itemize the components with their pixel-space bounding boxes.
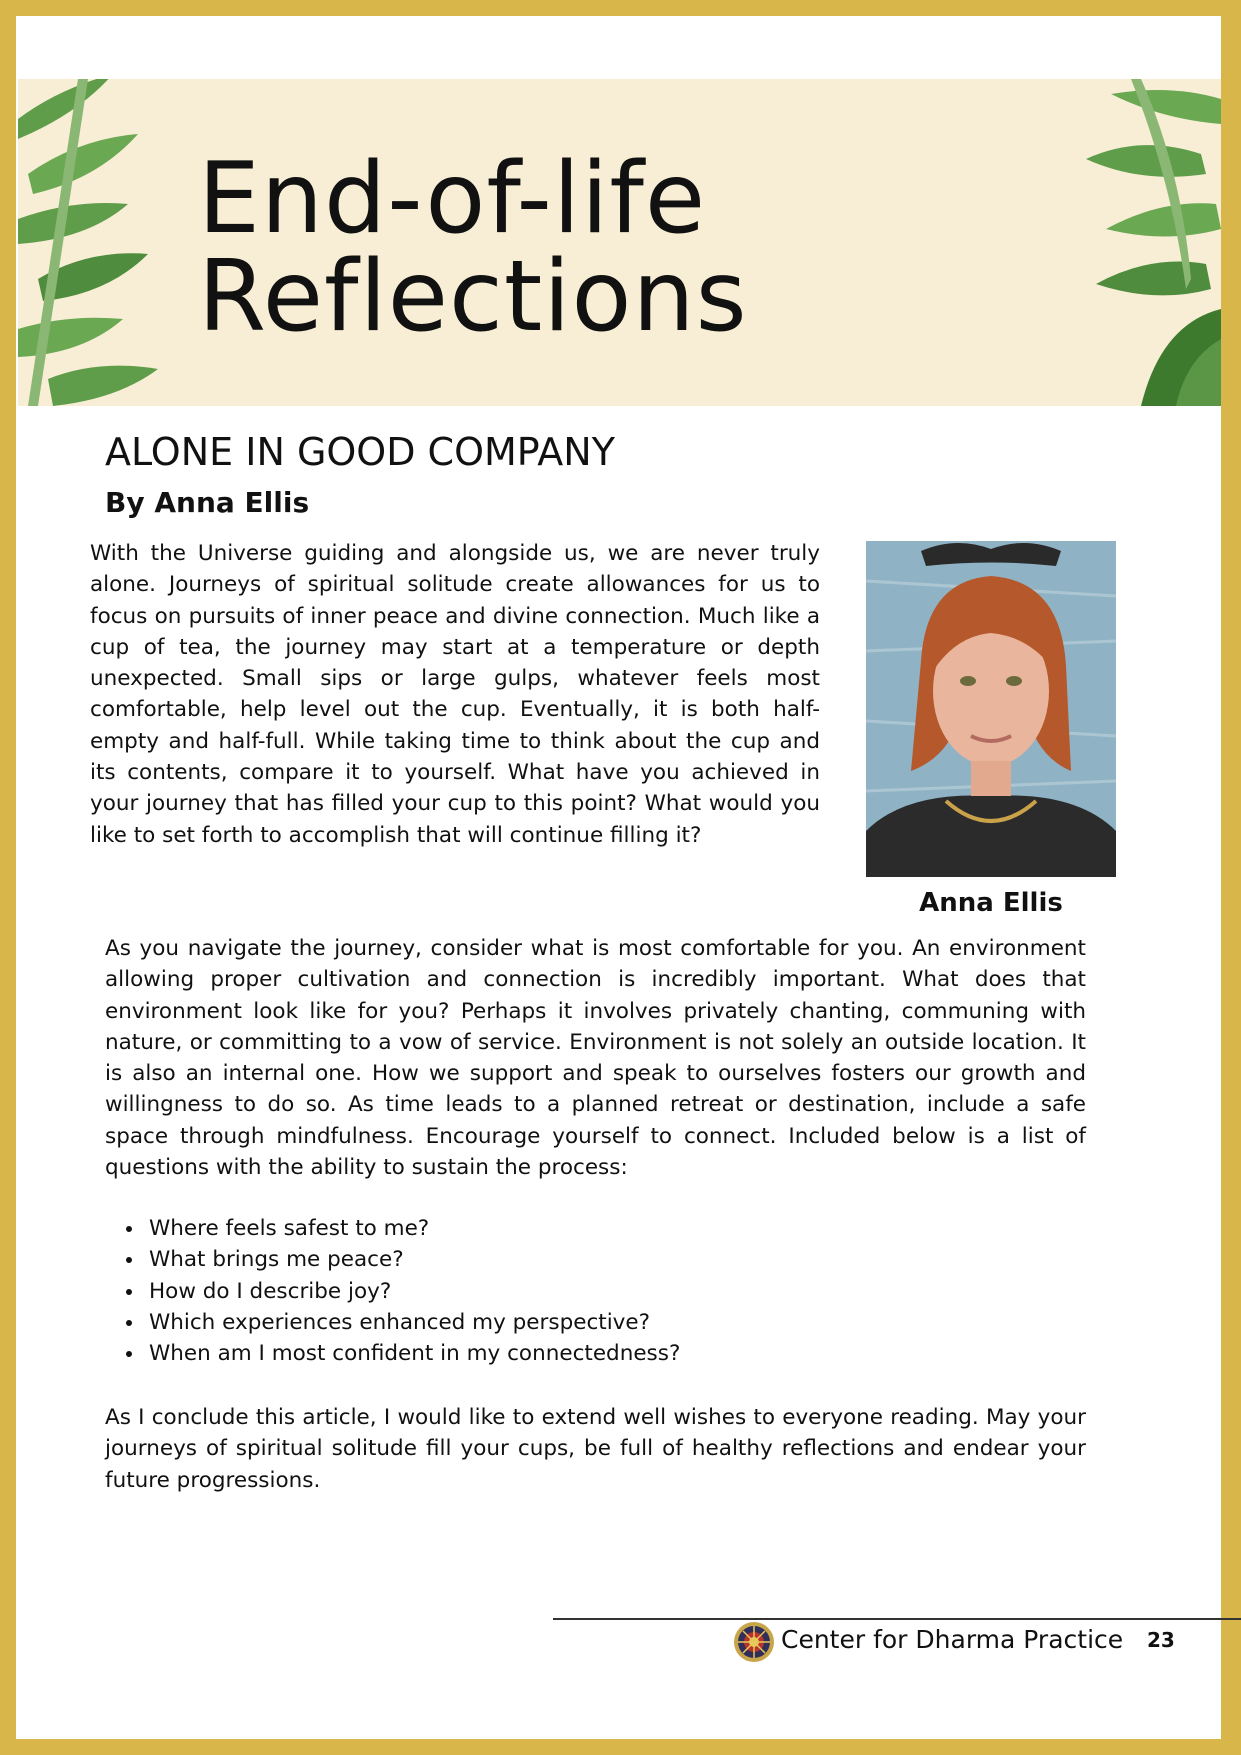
page-number: 23 bbox=[1147, 1628, 1175, 1652]
page-title bbox=[198, 142, 748, 354]
article-title: ALONE IN GOOD COMPANY bbox=[105, 430, 615, 474]
question-list bbox=[105, 1213, 1005, 1369]
author-photo bbox=[866, 541, 1116, 877]
article-paragraph-3: As I conclude this article, I would like to extend well wishes to everyone reading. May your journeys of spiritual solitude fill your cups, be full of healthy reflections and endear your future progressions. bbox=[105, 1405, 1086, 1493]
title-line-2: Reflections bbox=[198, 240, 748, 354]
left-leaves-decoration bbox=[18, 79, 198, 406]
photo-caption: Anna Ellis bbox=[919, 888, 1063, 918]
footer-organization-name: Center for Dharma Practice bbox=[781, 1625, 1124, 1654]
title-line-1: End-of-life bbox=[198, 142, 707, 256]
right-leaves-decoration bbox=[991, 79, 1221, 406]
article-paragraph-2: As you navigate the journey, consider what is most comfortable for you. An environment allowing proper cultivation and connection is incredibly important. What does that environment look like for you? Perhaps it involves privately chanting, communing with nature, or committing to a vow of service. Environment is not solely an outside location. It is also an internal one. How we support and speak to ourselves fosters our growth and willingness to do so. As time leads to a planned retreat or destination, include a safe space through mindfulness. Encourage yourself to connect. Included below is a list of questions with the ability to sustain the process: bbox=[105, 936, 1086, 1181]
list-item: • Where feels safest to me? bbox=[145, 1213, 1005, 1244]
article-paragraph-1: With the Universe guiding and alongside us, we are never truly alone. Journeys of spiritual solitude create allowances for us to focus on pursuits of inner peace and divine connection. Much like a cup of tea, the journey may start at a temperature or depth unexpected. Small sips or large gulps, whatever feels most comfortable, help level out the cup. Eventually, it is both half-empty and half-full. While taking time to think about the cup and its contents, compare it to yourself. What have you achieved in your journey that has filled your cup to this point? What would you like to set forth to accomplish that will continue filling it? bbox=[90, 541, 820, 848]
footer-divider bbox=[553, 1618, 1241, 1620]
list-item: • When am I most confident in my connectedness? bbox=[145, 1338, 1005, 1369]
list-item: • Which experiences enhanced my perspective? bbox=[145, 1307, 1005, 1338]
list-item: • What brings me peace? bbox=[145, 1244, 1005, 1275]
list-item: • How do I describe joy? bbox=[145, 1276, 1005, 1307]
article-byline: By Anna Ellis bbox=[105, 486, 310, 519]
dharma-center-logo-icon bbox=[733, 1621, 775, 1663]
